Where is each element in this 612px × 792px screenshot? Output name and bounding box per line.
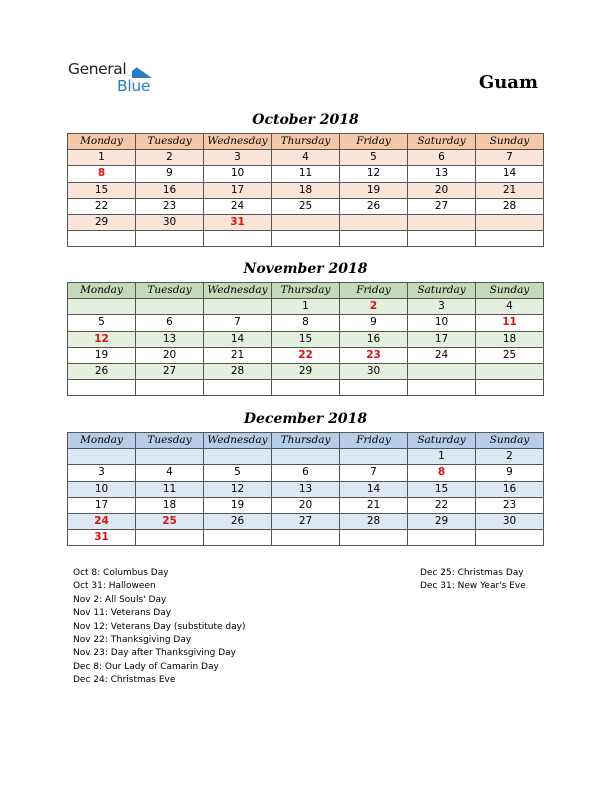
day-cell: 3 (204, 150, 272, 166)
weekday-header: Friday (340, 134, 408, 150)
holiday-note: Nov 11: Veterans Day (73, 608, 172, 619)
day-cell: 8 (68, 166, 136, 182)
day-cell: 18 (272, 182, 340, 198)
weekday-header-row (68, 433, 544, 449)
holiday-note: Dec 31: New Year's Eve (420, 581, 526, 592)
day-cell: 20 (272, 497, 340, 513)
empty-day-cell (204, 299, 272, 315)
weekday-header: Tuesday (136, 433, 204, 449)
holiday-note: Nov 23: Day after Thanksgiving Day (73, 648, 236, 659)
week-row (68, 299, 544, 315)
day-cell: 2 (476, 449, 544, 465)
day-cell: 5 (68, 315, 136, 331)
weekday-header: Sunday (476, 433, 544, 449)
empty-day-cell (272, 380, 340, 396)
empty-day-cell (136, 380, 204, 396)
day-cell: 5 (204, 465, 272, 481)
empty-day-cell (476, 214, 544, 230)
day-cell: 20 (136, 347, 204, 363)
weekday-header: Thursday (272, 283, 340, 299)
weekday-header: Sunday (476, 134, 544, 150)
month-title-november: November 2018 (243, 261, 368, 277)
empty-day-cell (136, 449, 204, 465)
day-cell: 3 (68, 465, 136, 481)
empty-day-cell (204, 449, 272, 465)
week-row (68, 315, 544, 331)
empty-day-cell (408, 231, 476, 247)
day-cell: 21 (340, 497, 408, 513)
day-cell: 31 (204, 214, 272, 230)
day-cell: 2 (136, 150, 204, 166)
day-cell: 4 (136, 465, 204, 481)
day-cell: 12 (340, 166, 408, 182)
day-cell: 28 (204, 363, 272, 379)
day-cell: 22 (272, 347, 340, 363)
day-cell: 11 (136, 481, 204, 497)
day-cell: 11 (272, 166, 340, 182)
day-cell: 27 (272, 513, 340, 529)
day-cell: 15 (68, 182, 136, 198)
week-row (68, 449, 544, 465)
holiday-note: Oct 31: Halloween (73, 581, 156, 592)
day-cell: 6 (408, 150, 476, 166)
empty-day-cell (340, 380, 408, 396)
empty-day-cell (476, 231, 544, 247)
day-cell: 18 (136, 497, 204, 513)
holiday-note: Dec 24: Christmas Eve (73, 675, 176, 686)
day-cell: 1 (408, 449, 476, 465)
empty-day-cell (204, 231, 272, 247)
weekday-header: Wednesday (204, 134, 272, 150)
week-row (68, 198, 544, 214)
day-cell: 2 (340, 299, 408, 315)
calendar-october (67, 133, 544, 247)
day-cell: 25 (136, 513, 204, 529)
empty-day-cell (340, 449, 408, 465)
empty-day-cell (272, 214, 340, 230)
weekday-header: Thursday (272, 433, 340, 449)
day-cell: 14 (204, 331, 272, 347)
weekday-header-row (68, 134, 544, 150)
empty-day-cell (272, 449, 340, 465)
day-cell: 14 (476, 166, 544, 182)
logo (68, 60, 168, 96)
day-cell: 13 (272, 481, 340, 497)
day-cell: 3 (408, 299, 476, 315)
week-row (68, 347, 544, 363)
weekday-header: Monday (68, 433, 136, 449)
calendar-december (67, 432, 544, 546)
empty-day-cell (476, 530, 544, 546)
empty-day-cell (68, 231, 136, 247)
day-cell: 7 (476, 150, 544, 166)
week-row (68, 166, 544, 182)
empty-day-cell (136, 530, 204, 546)
week-row (68, 530, 544, 546)
empty-day-cell (136, 299, 204, 315)
day-cell: 4 (476, 299, 544, 315)
day-cell: 30 (136, 214, 204, 230)
holiday-note: Nov 22: Thanksgiving Day (73, 635, 192, 646)
weekday-header: Saturday (408, 283, 476, 299)
day-cell: 24 (68, 513, 136, 529)
empty-day-cell (68, 449, 136, 465)
empty-day-cell (340, 530, 408, 546)
week-row (68, 150, 544, 166)
day-cell: 29 (272, 363, 340, 379)
day-cell: 13 (408, 166, 476, 182)
week-row (68, 465, 544, 481)
empty-day-cell (272, 231, 340, 247)
day-cell: 24 (204, 198, 272, 214)
day-cell: 15 (408, 481, 476, 497)
day-cell: 25 (272, 198, 340, 214)
day-cell: 31 (68, 530, 136, 546)
day-cell: 24 (408, 347, 476, 363)
weekday-header: Sunday (476, 283, 544, 299)
day-cell: 23 (476, 497, 544, 513)
day-cell: 22 (408, 497, 476, 513)
day-cell: 29 (408, 513, 476, 529)
day-cell: 10 (408, 315, 476, 331)
day-cell: 14 (340, 481, 408, 497)
holiday-list-right (420, 567, 526, 594)
empty-day-cell (340, 231, 408, 247)
weekday-header: Thursday (272, 134, 340, 150)
day-cell: 8 (408, 465, 476, 481)
day-cell: 6 (136, 315, 204, 331)
day-cell: 13 (136, 331, 204, 347)
day-cell: 12 (204, 481, 272, 497)
empty-day-cell (408, 530, 476, 546)
country-title: Guam (478, 72, 538, 93)
day-cell: 11 (476, 315, 544, 331)
month-title-october: October 2018 (252, 112, 359, 128)
week-row (68, 231, 544, 247)
day-cell: 10 (204, 166, 272, 182)
calendar-november (67, 282, 544, 396)
weekday-header: Friday (340, 433, 408, 449)
empty-day-cell (68, 299, 136, 315)
day-cell: 6 (272, 465, 340, 481)
empty-day-cell (408, 363, 476, 379)
week-row (68, 331, 544, 347)
week-row (68, 363, 544, 379)
week-row (68, 214, 544, 230)
empty-day-cell (204, 530, 272, 546)
empty-day-cell (68, 380, 136, 396)
week-row (68, 481, 544, 497)
weekday-header: Monday (68, 134, 136, 150)
day-cell: 23 (340, 347, 408, 363)
day-cell: 7 (204, 315, 272, 331)
holiday-note: Nov 2: All Souls' Day (73, 594, 167, 605)
day-cell: 9 (340, 315, 408, 331)
day-cell: 9 (476, 465, 544, 481)
month-title-december: December 2018 (243, 411, 368, 427)
day-cell: 19 (204, 497, 272, 513)
day-cell: 22 (68, 198, 136, 214)
holiday-note: Oct 8: Columbus Day (73, 568, 169, 578)
day-cell: 10 (68, 481, 136, 497)
empty-day-cell (408, 380, 476, 396)
holiday-list-left (73, 567, 246, 688)
day-cell: 21 (204, 347, 272, 363)
day-cell: 26 (340, 198, 408, 214)
logo-triangle-icon (132, 64, 152, 78)
logo-text-general: General (68, 60, 127, 78)
day-cell: 17 (68, 497, 136, 513)
empty-day-cell (408, 214, 476, 230)
weekday-header: Tuesday (136, 283, 204, 299)
weekday-header: Wednesday (204, 283, 272, 299)
holiday-note: Nov 12: Veterans Day (substitute day) (73, 621, 246, 632)
empty-day-cell (204, 380, 272, 396)
empty-day-cell (272, 530, 340, 546)
logo-text-blue: Blue (117, 77, 151, 95)
day-cell: 16 (476, 481, 544, 497)
day-cell: 25 (476, 347, 544, 363)
day-cell: 21 (476, 182, 544, 198)
day-cell: 27 (136, 363, 204, 379)
day-cell: 17 (408, 331, 476, 347)
week-row (68, 182, 544, 198)
day-cell: 27 (408, 198, 476, 214)
day-cell: 28 (476, 198, 544, 214)
day-cell: 15 (272, 331, 340, 347)
day-cell: 16 (136, 182, 204, 198)
day-cell: 17 (204, 182, 272, 198)
day-cell: 18 (476, 331, 544, 347)
holiday-note: Dec 8: Our Lady of Camarin Day (73, 661, 219, 672)
empty-day-cell (340, 214, 408, 230)
day-cell: 19 (340, 182, 408, 198)
day-cell: 1 (68, 150, 136, 166)
weekday-header: Wednesday (204, 433, 272, 449)
day-cell: 26 (204, 513, 272, 529)
day-cell: 29 (68, 214, 136, 230)
weekday-header: Tuesday (136, 134, 204, 150)
day-cell: 19 (68, 347, 136, 363)
week-row (68, 513, 544, 529)
empty-day-cell (476, 363, 544, 379)
day-cell: 30 (476, 513, 544, 529)
day-cell: 9 (136, 166, 204, 182)
day-cell: 7 (340, 465, 408, 481)
day-cell: 5 (340, 150, 408, 166)
week-row (68, 380, 544, 396)
weekday-header: Friday (340, 283, 408, 299)
day-cell: 12 (68, 331, 136, 347)
day-cell: 23 (136, 198, 204, 214)
weekday-header: Saturday (408, 134, 476, 150)
week-row (68, 497, 544, 513)
day-cell: 16 (340, 331, 408, 347)
weekday-header: Saturday (408, 433, 476, 449)
day-cell: 26 (68, 363, 136, 379)
day-cell: 8 (272, 315, 340, 331)
weekday-header-row (68, 283, 544, 299)
empty-day-cell (136, 231, 204, 247)
empty-day-cell (476, 380, 544, 396)
day-cell: 4 (272, 150, 340, 166)
day-cell: 30 (340, 363, 408, 379)
holiday-note: Dec 25: Christmas Day (420, 568, 524, 578)
day-cell: 20 (408, 182, 476, 198)
weekday-header: Monday (68, 283, 136, 299)
day-cell: 28 (340, 513, 408, 529)
day-cell: 1 (272, 299, 340, 315)
